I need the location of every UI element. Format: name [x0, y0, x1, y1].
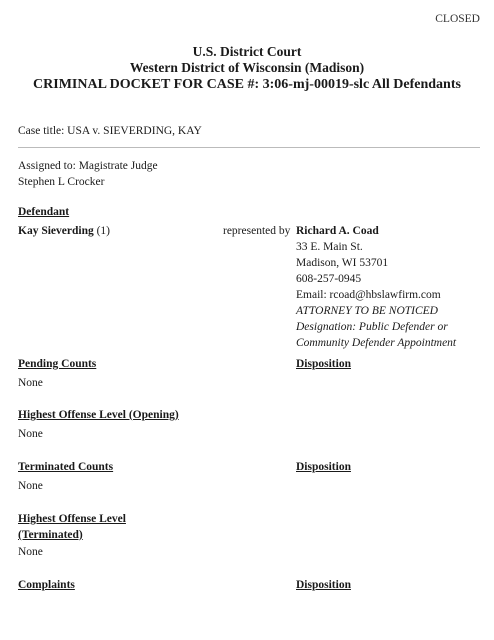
highest-terminated-value: None: [18, 546, 43, 558]
docket-title: CRIMINAL DOCKET FOR CASE #: 3:06-mj-00019-slc All Defendants: [33, 77, 461, 92]
pending-counts-value: None: [18, 377, 43, 389]
represented-by-label: represented by: [223, 225, 291, 237]
court-district: Western District of Wisconsin (Madison): [129, 60, 365, 75]
attorney-block: [296, 223, 486, 351]
highest-terminated-line-1: Highest Offense Level: [18, 513, 126, 525]
attorney-email: Email: rcoad@hbslawfirm.com: [296, 289, 441, 301]
terminated-disposition-heading: Disposition: [296, 461, 351, 473]
defendant-number: (1): [93, 225, 111, 237]
attorney-designation-2: Community Defender Appointment: [296, 337, 457, 349]
case-title: Case title: USA v. SIEVERDING, KAY: [18, 125, 202, 137]
defendant-heading: Defendant: [18, 206, 70, 218]
highest-terminated-heading: [18, 511, 126, 543]
terminated-counts-heading: Terminated Counts: [18, 461, 114, 473]
docket-header: [0, 44, 494, 94]
terminated-counts-value: None: [18, 480, 43, 492]
court-name: U.S. District Court: [192, 44, 302, 59]
assigned-line-1: Assigned to: Magistrate Judge: [18, 160, 158, 172]
assigned-line-2: Stephen L Crocker: [18, 176, 105, 188]
highest-opening-value: None: [18, 428, 43, 440]
defendant-entry: [18, 223, 110, 239]
complaints-heading: Complaints: [18, 579, 75, 591]
attorney-notice: ATTORNEY TO BE NOTICED: [296, 305, 438, 317]
case-status: CLOSED: [435, 13, 480, 25]
pending-counts-heading: Pending Counts: [18, 358, 97, 370]
assigned-judge: [18, 158, 158, 190]
attorney-address-1: 33 E. Main St.: [296, 241, 363, 253]
pending-disposition-heading: Disposition: [296, 358, 351, 370]
divider: [18, 147, 480, 148]
attorney-name: Richard A. Coad: [296, 225, 379, 237]
highest-opening-heading: Highest Offense Level (Opening): [18, 409, 179, 421]
complaints-disposition-heading: Disposition: [296, 579, 351, 591]
attorney-phone: 608-257-0945: [296, 273, 362, 285]
highest-terminated-line-2: (Terminated): [18, 529, 83, 541]
defendant-name: Kay Sieverding: [18, 225, 94, 237]
attorney-designation-1: Designation: Public Defender or: [296, 321, 448, 333]
attorney-address-2: Madison, WI 53701: [296, 257, 389, 269]
